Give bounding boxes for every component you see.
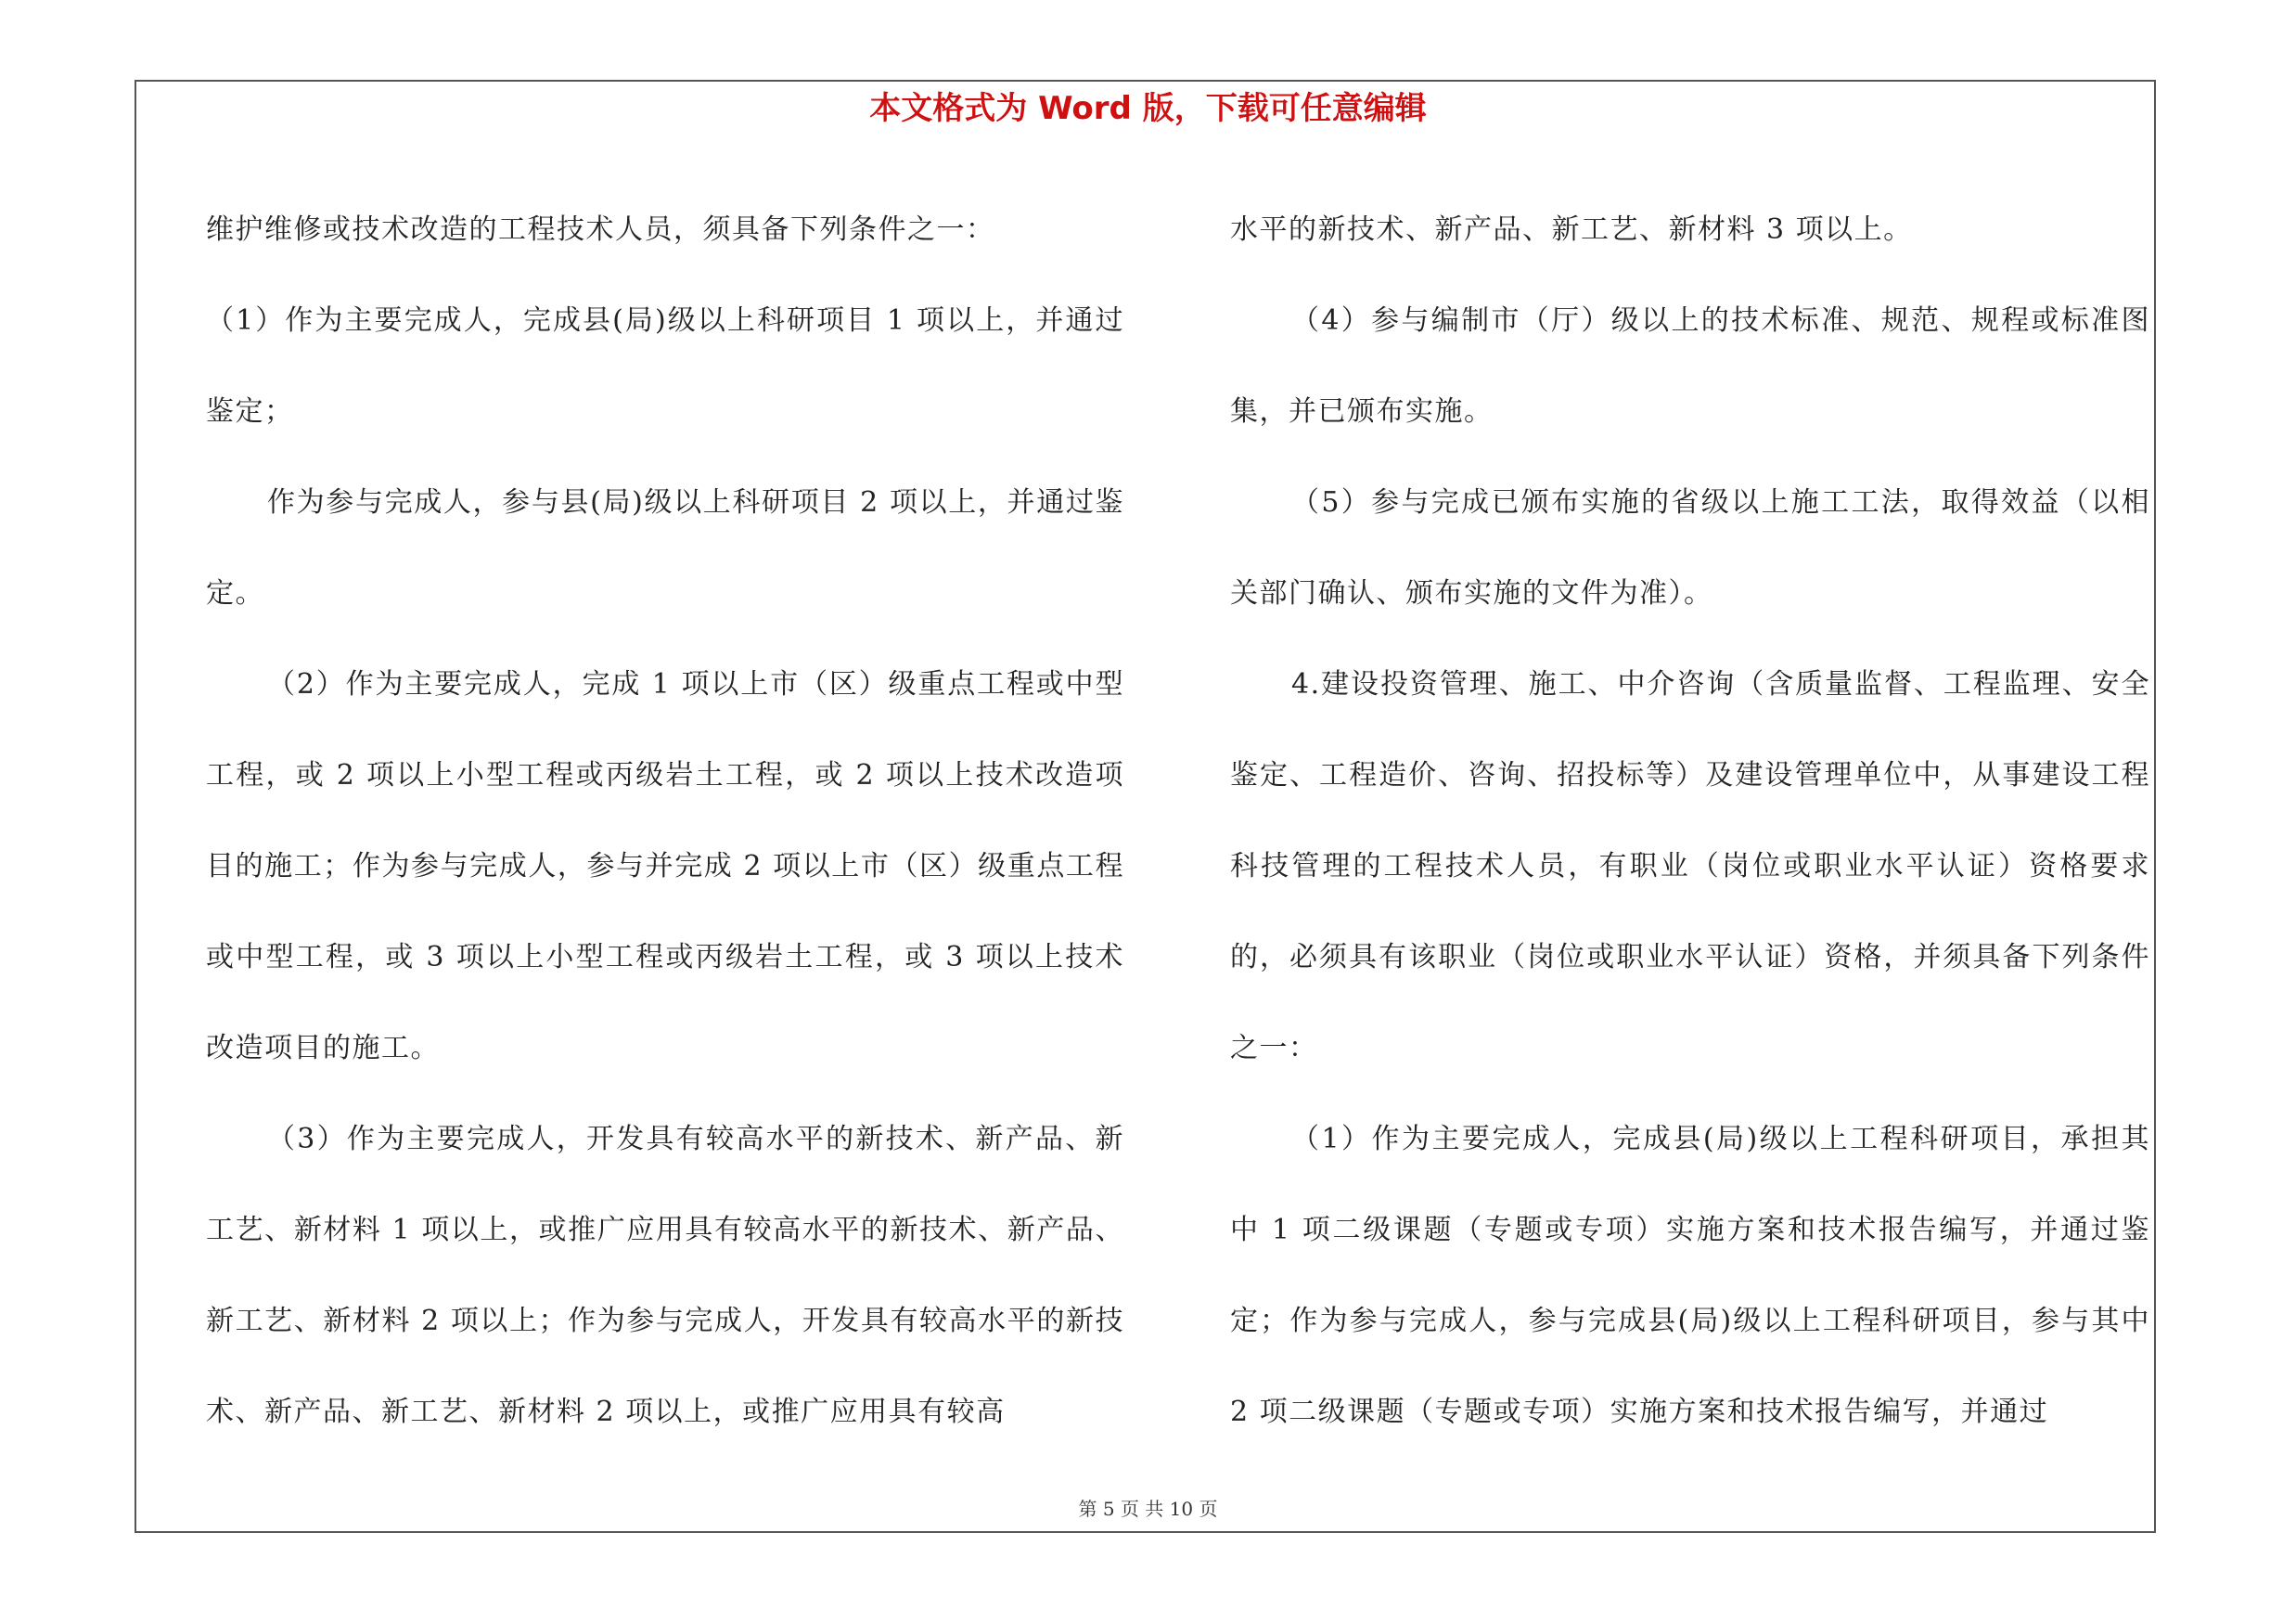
left-column: [206, 185, 1124, 1458]
right-column: [1230, 185, 2150, 1458]
format-notice-banner: 本文格式为 Word 版，下载可任意编辑: [869, 90, 1427, 127]
paragraph: （1）作为主要完成人，完成县(局)级以上科研项目 1 项以上，并通过鉴定；: [206, 304, 1124, 428]
paragraph: 4.建设投资管理、施工、中介咨询（含质量监督、工程监理、安全鉴定、工程造价、咨询、招投标等）及建设管理单位中，从事建设工程科技管理的工程技术人员，有职业（岗位或职业水平认证）资格要求的，必须具有该职业（岗位或职业水平认证）资格，并须具备下列条件之一：: [1230, 668, 2150, 1064]
paragraph: （4）参与编制市（厅）级以上的技术标准、规范、规程或标准图集，并已颁布实施。: [1230, 304, 2150, 428]
paragraph: 作为参与完成人，参与县(局)级以上科研项目 2 项以上，并通过鉴定。: [206, 486, 1124, 610]
paragraph: （5）参与完成已颁布实施的省级以上施工工法，取得效益（以相关部门确认、颁布实施的文件为准）。: [1230, 486, 2150, 610]
paragraph: 水平的新技术、新产品、新工艺、新材料 3 项以上。: [1230, 213, 1913, 246]
paragraph: （1）作为主要完成人，完成县(局)级以上工程科研项目，承担其中 1 项二级课题（专题或专项）实施方案和技术报告编写，并通过鉴定；作为参与完成人，参与完成县(局)级以上工程科研项目，参与其中 2 项二级课题（专题或专项）实施方案和技术报告编写，并通过: [1230, 1123, 2150, 1428]
paragraph: （3）作为主要完成人，开发具有较高水平的新技术、新产品、新工艺、新材料 1 项以上，或推广应用具有较高水平的新技术、新产品、新工艺、新材料 2 项以上；作为参与完成人，开发具有较高水平的新技术、新产品、新工艺、新材料 2 项以上，或推广应用具有较高: [206, 1123, 1124, 1428]
paragraph: （2）作为主要完成人，完成 1 项以上市（区）级重点工程或中型工程，或 2 项以上小型工程或丙级岩土工程，或 2 项以上技术改造项目的施工；作为参与完成人，参与并完成 2 项以上市（区）级重点工程或中型工程，或 3 项以上小型工程或丙级岩土工程，或 3 项以上技术改造项目的施工。: [206, 668, 1124, 1064]
paragraph: 维护维修或技术改造的工程技术人员，须具备下列条件之一：: [206, 213, 995, 246]
page-number-footer: 第 5 页 共 10 页: [1078, 1498, 1218, 1520]
